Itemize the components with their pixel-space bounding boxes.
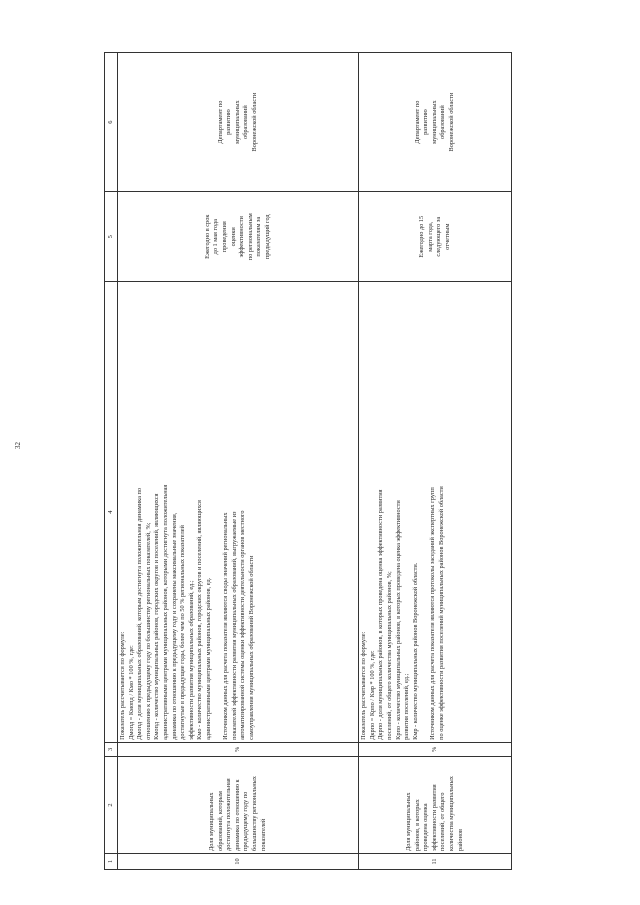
text-line: Показатель рассчитывается по формуле: [119, 631, 126, 740]
text-line: образований [439, 105, 447, 139]
header-cell: 6 [105, 53, 118, 192]
text-line: марта года, [426, 221, 434, 252]
header-cell: 2 [105, 756, 118, 853]
text-line: эффективности развития [430, 784, 438, 851]
text-line: поселений, от общего [439, 792, 447, 851]
text-line: поселений, от общего количества муниципальных районов, %; [386, 571, 394, 740]
text-line: отчетным [443, 223, 451, 250]
unit-cell: % [359, 742, 512, 756]
indicator-name [359, 756, 512, 853]
header-cell: 3 [105, 742, 118, 756]
text-line: Департамент по [413, 100, 421, 144]
text-line: районов [456, 829, 464, 851]
text-line: образований, которым [216, 791, 224, 851]
rotated-table-container [104, 52, 512, 870]
indicator-name [118, 756, 359, 853]
text-line: Кмопд - количество муниципальных районов, городских округов и поселений, являющихся [153, 493, 161, 740]
text-line: административными центрами муниципальных районов, которыми достигнута положительная [161, 484, 169, 740]
text-line: оценки [229, 227, 237, 247]
text-line: показателей эффективности развития муниципальных образований, выгружаемые из [230, 511, 238, 740]
row-number: 10 [118, 853, 359, 869]
term-cell [359, 192, 512, 282]
responsible-cell [359, 53, 512, 192]
text-line: административными центрами муниципальных районов, ед. [204, 577, 212, 740]
header-cell: 5 [105, 192, 118, 282]
calculation-method [359, 282, 512, 743]
table-row [359, 53, 512, 870]
line-gap [214, 284, 223, 740]
header-cell: 4 [105, 282, 118, 743]
text-line: проведения [220, 221, 228, 253]
text-line: отношению к предыдущему году по большинству региональных показателей, %; [144, 522, 152, 740]
text-line: автоматизированной системы оценки эффективности деятельности органов местного [239, 510, 247, 740]
text-line: эффективности [238, 216, 246, 258]
table-row [118, 53, 359, 870]
text-line: проведена оценка [422, 803, 430, 851]
term-cell [118, 192, 359, 282]
text-line: по оценке эффективности развития поселений муниципальных районов Воронежской области [437, 486, 445, 740]
text-line: самоуправления муниципальных образований Воронежской области [247, 555, 255, 740]
text-line: образований [242, 105, 250, 139]
text-line: Дмопд - доля муниципальных образований, которым достигнута положительная динамика по [136, 488, 144, 740]
text-line: развитию [225, 109, 233, 135]
text-line: количества муниципальных [448, 776, 456, 851]
text-line: Кмр - количество муниципальных районов Воронежской области. [411, 562, 419, 740]
text-line: предыдущему году по [242, 791, 250, 851]
text-line: Показатель рассчитывается по формуле: [360, 631, 368, 740]
page-number: 32 [14, 442, 22, 449]
text-line: Ежегодно в срок [203, 214, 211, 259]
text-line: достигнутые в предыдущие годы, более чем по 50 % региональных показателей [179, 525, 187, 740]
text-line: динамика по отношению к предыдущему году и сохранены максимальные значения, [170, 512, 178, 740]
text-line: Воронежской области [448, 92, 456, 152]
text-line: Департамент по [216, 100, 224, 144]
text-line: муниципальных [233, 100, 241, 144]
text-line: показателей [259, 818, 267, 851]
calculation-method [118, 282, 359, 743]
text-line: районов, в которых [413, 799, 421, 851]
text-line: по региональным [246, 213, 254, 261]
row-number: 11 [359, 853, 512, 869]
text-line: Воронежской области [251, 92, 259, 152]
text-line: развития поселений, ед.; [403, 673, 411, 740]
text-line: Дкрпо - доля муниципальных районов, в которых проведена оценка эффективности развития [377, 489, 385, 740]
text-line: достигнута положительная [225, 778, 233, 851]
text-line: Доля муниципальных [405, 792, 413, 851]
text-line: Дкрпо = Крпо / Кмр * 100 %, где: [368, 650, 376, 740]
text-line: Доля муниципальных [208, 792, 216, 851]
table-header-row [105, 53, 118, 870]
text-line: Источником данных для расчета показателя являются протоколы заседаний экспертных групп [429, 487, 437, 740]
header-cell: 1 [105, 853, 118, 869]
text-line: Ежегодно до 15 [417, 215, 425, 258]
text-line: динамика по отношению к [233, 779, 241, 851]
text-line: Кмо - количество муниципальных районов, городских округов и поселений, являющихся [196, 500, 204, 740]
text-line: показателям за [255, 216, 263, 257]
text-line: Крпо - количество муниципальных районов, в которых проведена оценка эффективности [394, 500, 402, 740]
text-line: муниципальных [430, 100, 438, 144]
line-gap [420, 284, 429, 740]
text-line: развитию [422, 109, 430, 135]
text-line: следующего за [435, 216, 443, 257]
text-line: предыдущий год [263, 214, 271, 260]
text-line: эффективности развития муниципальных образований, ед.; [187, 580, 195, 740]
text-line: Источником данных для расчета показателя являются своды значений региональных [222, 512, 230, 740]
text-line: большинству региональных [251, 776, 259, 851]
text-line: до 1 мая года [212, 219, 220, 255]
indicators-table [104, 52, 512, 870]
responsible-cell [118, 53, 359, 192]
text-line: Дмопд = Кмопд / Кмо * 100 %, где: [127, 645, 135, 740]
unit-cell: % [118, 742, 359, 756]
